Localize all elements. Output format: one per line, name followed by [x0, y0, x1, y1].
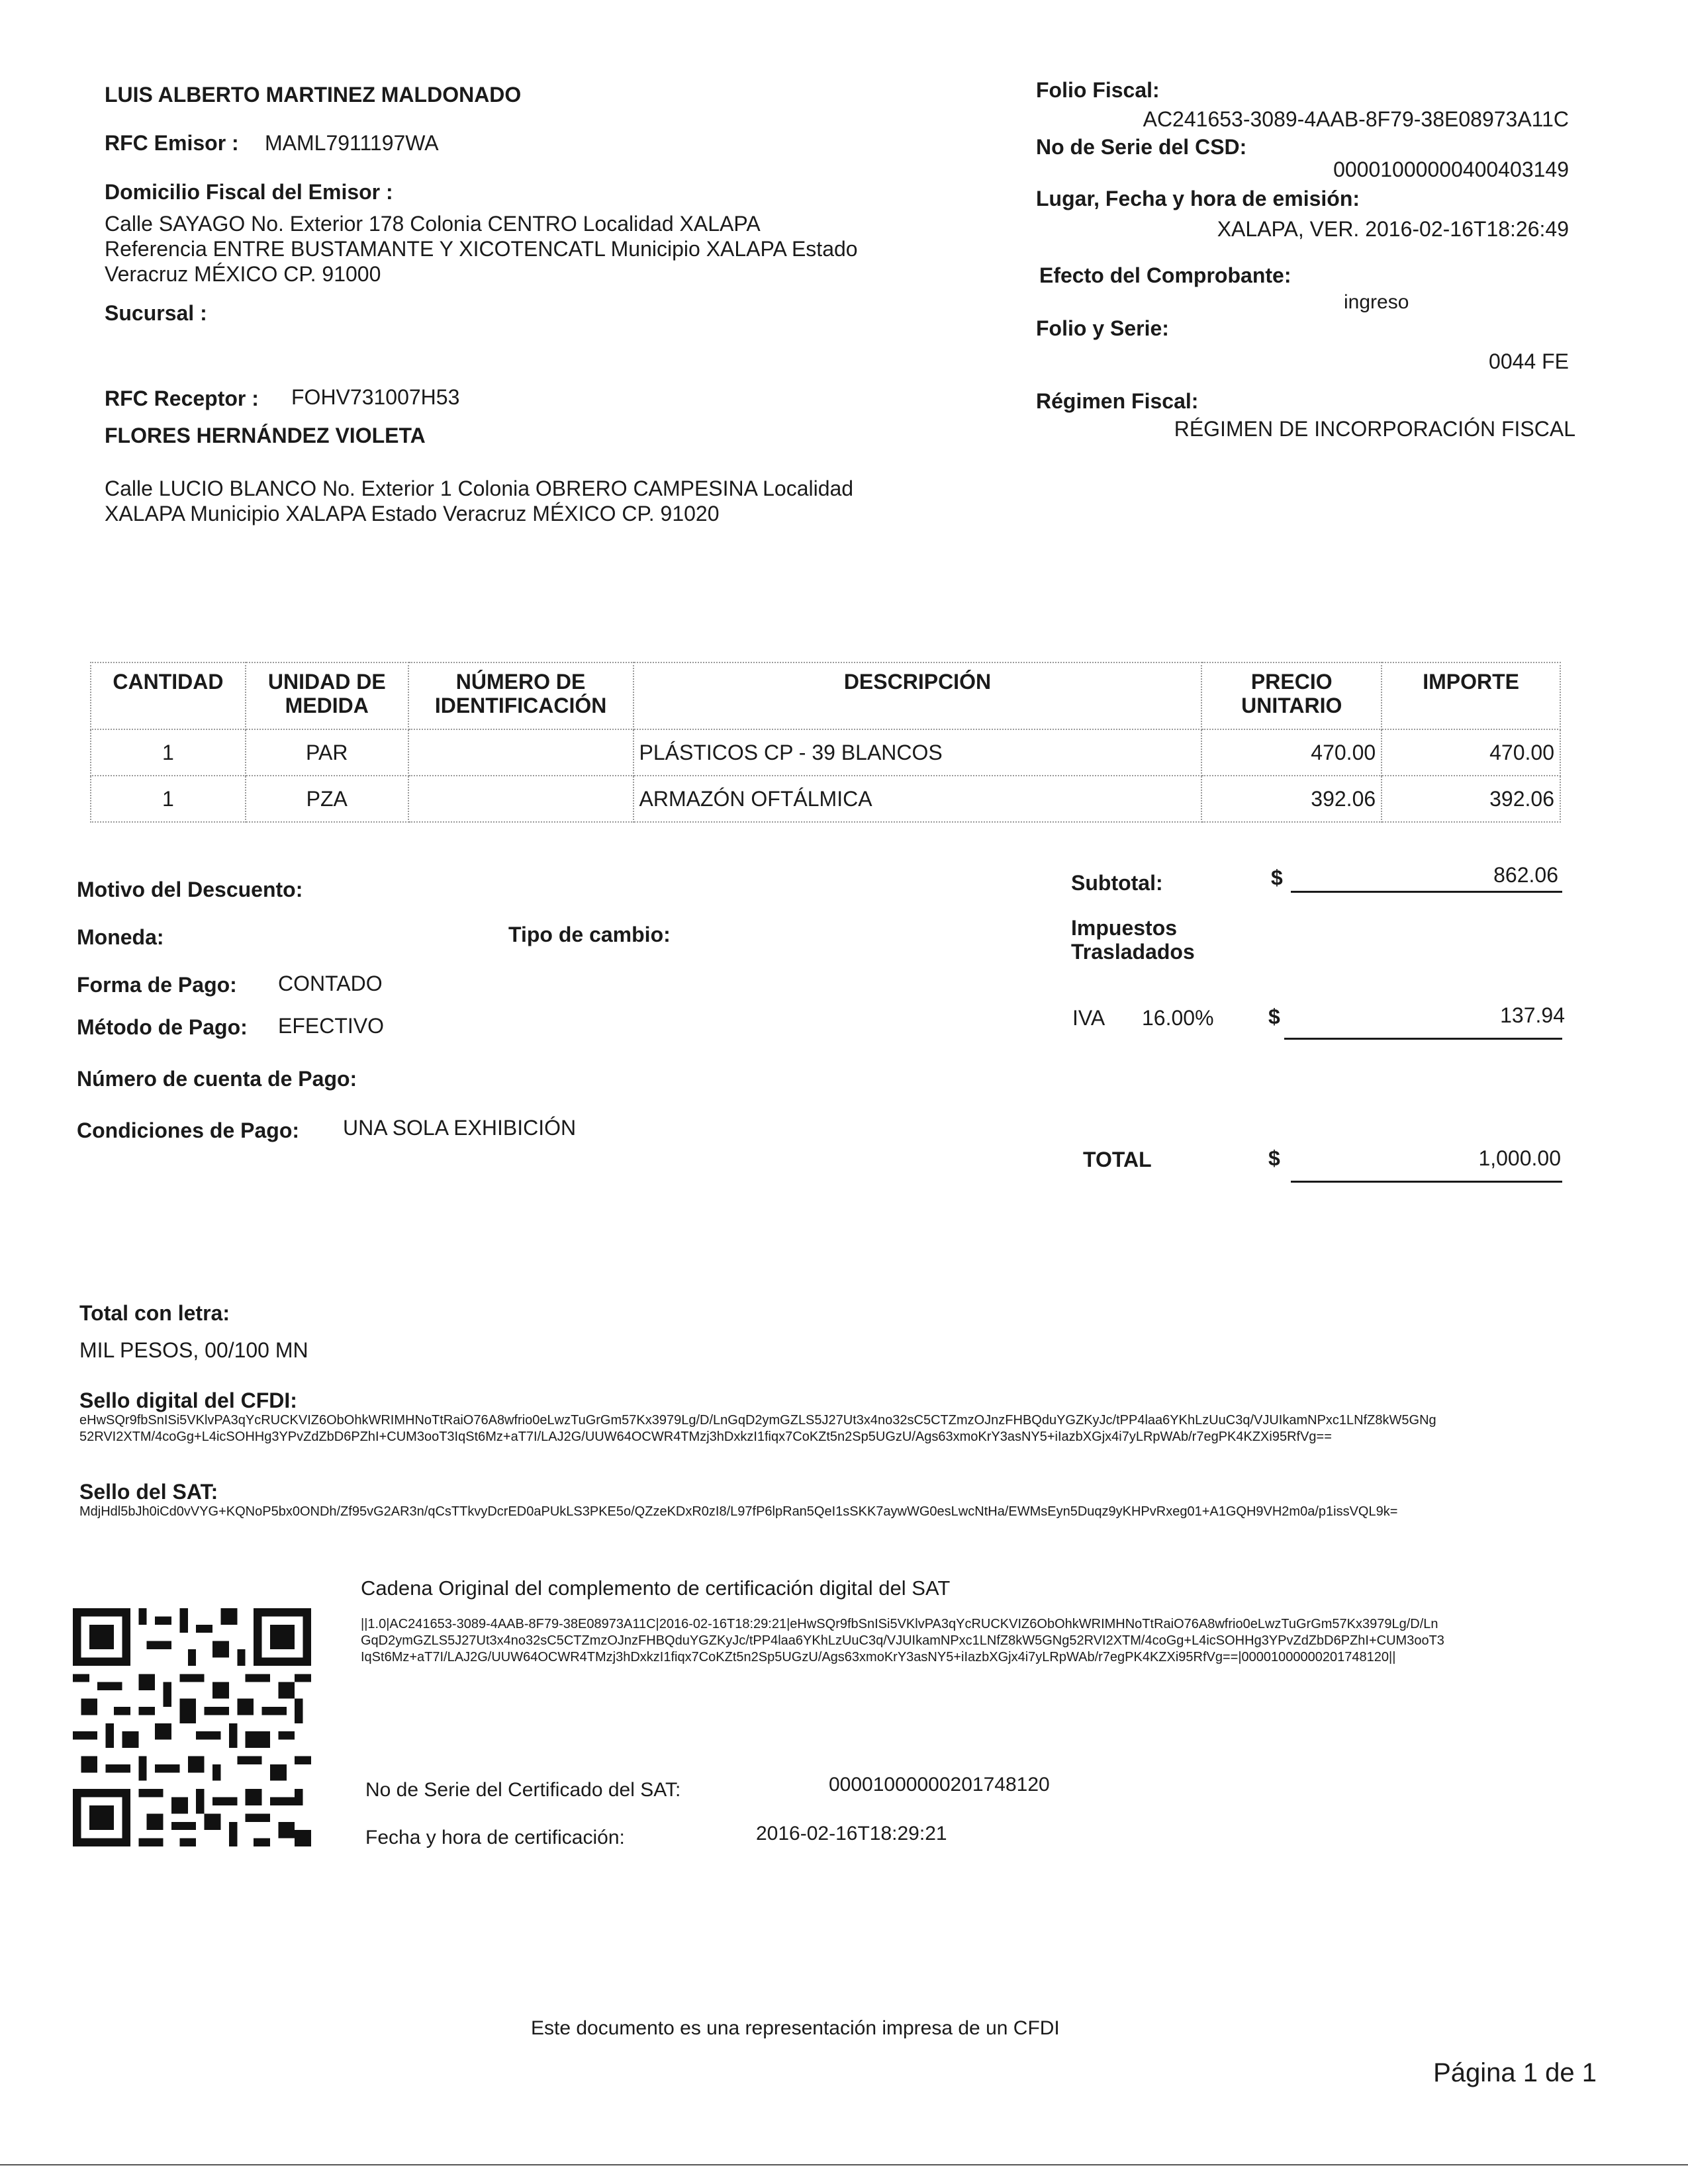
lugar-fecha-value: XALAPA, VER. 2016-02-16T18:26:49: [1217, 217, 1569, 241]
domicilio-emisor-line1: Calle SAYAGO No. Exterior 178 Colonia CENTRO Localidad XALAPA: [105, 212, 761, 236]
cuenta-pago-label: Número de cuenta de Pago:: [77, 1067, 357, 1091]
metodo-pago-value: EFECTIVO: [278, 1014, 385, 1038]
header-cantidad: CANTIDAD: [91, 662, 246, 729]
folio-fiscal-label: Folio Fiscal:: [1036, 78, 1160, 102]
iva-currency: $: [1268, 1005, 1280, 1028]
representacion-text: Este documento es una representación impresa de un CFDI: [531, 2017, 1060, 2039]
total-letra-label: Total con letra:: [79, 1301, 230, 1325]
cert-fecha-value: 2016-02-16T18:29:21: [756, 1823, 947, 1844]
serie-csd-value: 00001000000400403149: [1333, 158, 1569, 181]
folio-serie-value: 0044 FE: [1489, 349, 1569, 373]
total-value: 1,000.00: [1478, 1146, 1561, 1170]
subtotal-value: 862.06: [1493, 863, 1558, 887]
total-currency: $: [1268, 1146, 1280, 1170]
efecto-value: ingreso: [1344, 291, 1409, 313]
cell-cantidad: 1: [91, 729, 246, 776]
sello-cfdi-value: eHwSQr9fbSnISi5VKlvPA3qYcRUCKVIZ6ObOhkWRIMHNoTtRaiO76A8wfrio0eLwzTuGrGm57Kx3979Lg/D/LnGqD2ymGZLS5J27Ut3x4no32sC5CTZmzOJnzFHBQduYGZKyJc/tPP4laa6YKhLzUuC3q/VJUIkamNPxc1LNfZ8kW5GNg52RVI2XTM/4coGg+L4icSOHHg3YPvZdZbD6PZhI+CUM3ooT3IqSt6Mz+aT7I/LAJ2G/UUW64OCWR4TMzj3hDxkzI1fiqx7CoKZt5n2Sp5UGzU/Ags63xmoKrY3asNY5+iIazbXGjx4i7yLRpWAb/r7egPK4KZXi95RfVg==: [79, 1413, 1436, 1444]
iva-rate: 16.00%: [1142, 1006, 1214, 1030]
domicilio-emisor-label: Domicilio Fiscal del Emisor :: [105, 180, 393, 204]
header-precio: PRECIO UNITARIO: [1201, 662, 1382, 729]
iva-value: 137.94: [1500, 1003, 1565, 1027]
sello-sat-value: MdjHdl5bJh0iCd0vVYG+KQNoP5bx0ONDh/Zf95vG2AR3n/qCsTTkvyDcrED0aPUkLS3PKE5o/QZzeKDxR0zI8/L97fP6lpRan5QeI1sSKK7aywWG0esLwcNtHa/EWMsEyn5Duqz9yKHPvRxeg01+A1GQH9VH2m0a/p1issVQL9k=: [79, 1504, 1398, 1519]
rfc-emisor-label: RFC Emisor :: [105, 131, 239, 155]
header-importe: IMPORTE: [1382, 662, 1560, 729]
cell-unidad: PZA: [246, 776, 408, 822]
efecto-label: Efecto del Comprobante:: [1039, 263, 1291, 287]
moneda-label: Moneda:: [77, 925, 164, 949]
domicilio-emisor-line3: Veracruz MÉXICO CP. 91000: [105, 262, 381, 286]
cert-serie-label: No de Serie del Certificado del SAT:: [365, 1779, 681, 1801]
iva-label: IVA: [1072, 1006, 1105, 1030]
serie-csd-label: No de Serie del CSD:: [1036, 135, 1247, 159]
cell-numero: [408, 729, 633, 776]
cell-descripcion: ARMAZÓN OFTÁLMICA: [633, 776, 1202, 822]
forma-pago-value: CONTADO: [278, 972, 383, 995]
subtotal-label: Subtotal:: [1071, 871, 1163, 895]
cert-fecha-label: Fecha y hora de certificación:: [365, 1827, 625, 1848]
header-numero: NÚMERO DE IDENTIFICACIÓN: [408, 662, 633, 729]
domicilio-receptor-line2: XALAPA Municipio XALAPA Estado Veracruz MÉXICO CP. 91020: [105, 502, 720, 525]
table-header-row: [91, 662, 1560, 729]
domicilio-receptor-line1: Calle LUCIO BLANCO No. Exterior 1 Colonia OBRERO CAMPESINA Localidad: [105, 477, 854, 500]
bottom-rule: [0, 2164, 1688, 2165]
subtotal-underline: [1291, 891, 1562, 893]
cert-serie-value: 00001000000201748120: [829, 1774, 1050, 1796]
rfc-receptor-label: RFC Receptor :: [105, 387, 259, 410]
cell-cantidad: 1: [91, 776, 246, 822]
cell-precio: 392.06: [1201, 776, 1382, 822]
cell-unidad: PAR: [246, 729, 408, 776]
rfc-emisor-value: MAML7911197WA: [265, 131, 439, 155]
tipo-cambio-label: Tipo de cambio:: [508, 923, 671, 946]
domicilio-emisor-line2: Referencia ENTRE BUSTAMANTE Y XICOTENCATL Municipio XALAPA Estado: [105, 237, 858, 261]
emisor-nombre: LUIS ALBERTO MARTINEZ MALDONADO: [105, 83, 522, 107]
regimen-value: RÉGIMEN DE INCORPORACIÓN FISCAL: [1174, 417, 1575, 441]
cell-importe: 470.00: [1382, 729, 1560, 776]
sello-sat-label: Sello del SAT:: [79, 1480, 218, 1504]
impuestos-label-2: Trasladados: [1071, 940, 1195, 964]
cell-numero: [408, 776, 633, 822]
regimen-label: Régimen Fiscal:: [1036, 389, 1199, 413]
cell-precio: 470.00: [1201, 729, 1382, 776]
iva-underline: [1284, 1038, 1562, 1040]
header-descripcion: DESCRIPCIÓN: [633, 662, 1202, 729]
metodo-pago-label: Método de Pago:: [77, 1015, 248, 1039]
condiciones-pago-value: UNA SOLA EXHIBICIÓN: [343, 1116, 577, 1140]
cadena-value: ||1.0|AC241653-3089-4AAB-8F79-38E08973A11C|2016-02-16T18:29:21|eHwSQr9fbSnISi5VKlvPA3qYcRUCKVIZ6ObOhkWRIMHNoTtRaiO76A8wfrio0eLwzTuGrGm57Kx3979Lg/D/LnGqD2ymGZLS5J27Ut3x4no32sC5CTZmzOJnzFHBQduYGZKyJc/tPP4laa6YKhLzUuC3q/VJUIkamNPxc1LNfZ8kW5GNg52RVI2XTM/4coGg+L4icSOHHg3YPvZdZbD6PZhI+CUM3ooT3IqSt6Mz+aT7I/LAJ2G/UUW64OCWR4TMzj3hDxkzI1fiqx7CoKZt5n2Sp5UGzU/Ags63xmoKrY3asNY5+iIazbXGjx4i7yLRpWAb/r7egPK4KZXi95RfVg==|00001000000201748120||: [361, 1617, 1444, 1664]
folio-serie-label: Folio y Serie:: [1036, 316, 1169, 340]
receptor-nombre: FLORES HERNÁNDEZ VIOLETA: [105, 424, 426, 447]
total-underline: [1291, 1181, 1562, 1183]
cadena-title: Cadena Original del complemento de certificación digital del SAT: [361, 1576, 951, 1600]
header-unidad: UNIDAD DE MEDIDA: [246, 662, 408, 729]
sello-cfdi-label: Sello digital del CFDI:: [79, 1388, 297, 1412]
rfc-receptor-value: FOHV731007H53: [291, 385, 460, 409]
motivo-descuento-label: Motivo del Descuento:: [77, 878, 303, 901]
table-row: [91, 776, 1560, 822]
impuestos-label-1: Impuestos: [1071, 916, 1178, 940]
cell-descripcion: PLÁSTICOS CP - 39 BLANCOS: [633, 729, 1202, 776]
forma-pago-label: Forma de Pago:: [77, 973, 237, 997]
qr-code-icon: [73, 1608, 311, 1846]
total-label: TOTAL: [1083, 1148, 1152, 1171]
folio-fiscal-value: AC241653-3089-4AAB-8F79-38E08973A11C: [1143, 107, 1569, 131]
cell-importe: 392.06: [1382, 776, 1560, 822]
condiciones-pago-label: Condiciones de Pago:: [77, 1118, 300, 1142]
subtotal-currency: $: [1271, 866, 1283, 889]
lugar-fecha-label: Lugar, Fecha y hora de emisión:: [1036, 187, 1360, 210]
items-table: [90, 662, 1561, 823]
page-number: Página 1 de 1: [1433, 2058, 1597, 2087]
sucursal-label: Sucursal :: [105, 301, 207, 325]
table-row: [91, 729, 1560, 776]
total-letra-value: MIL PESOS, 00/100 MN: [79, 1338, 308, 1362]
